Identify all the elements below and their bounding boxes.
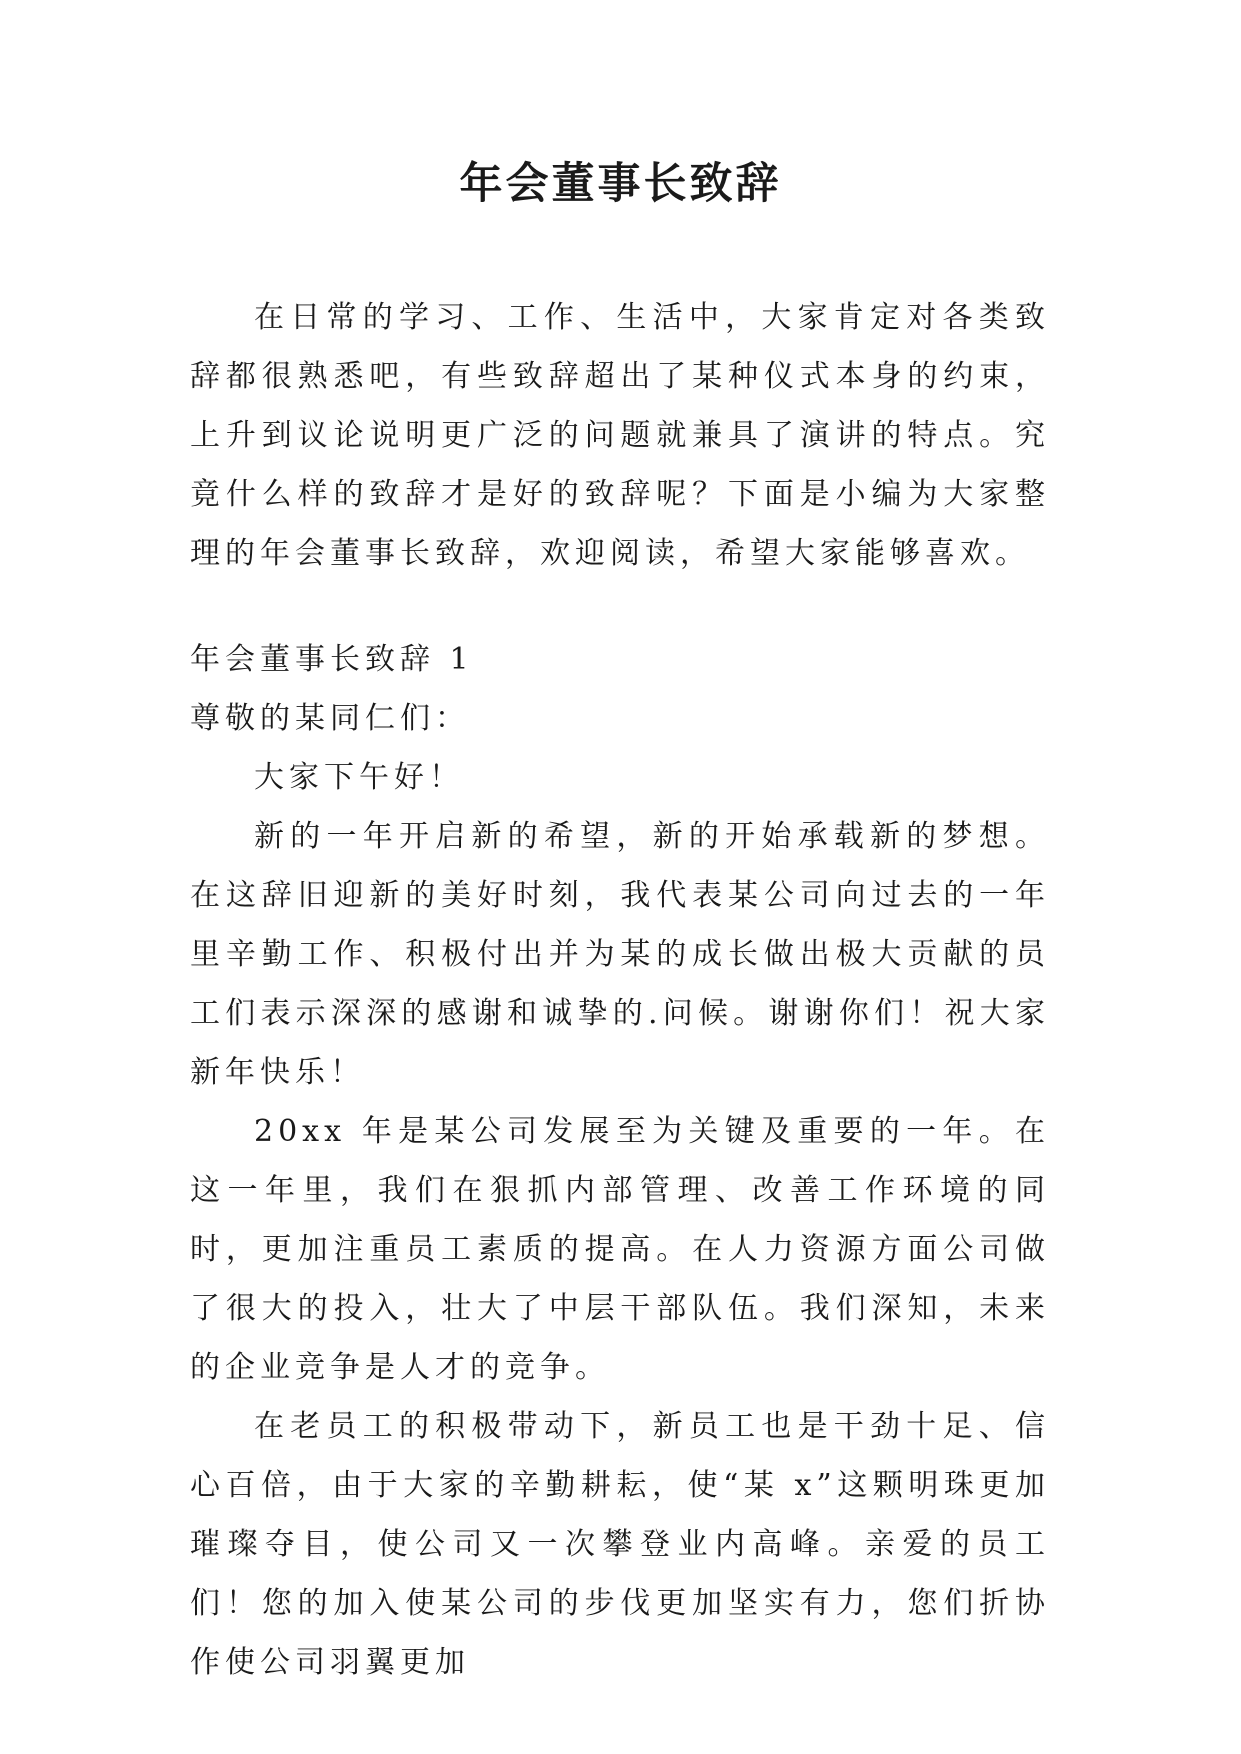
intro-paragraph: 在日常的学习、工作、生活中，大家肯定对各类致辞都很熟悉吧，有些致辞超出了某种仪式本身的约束，上升到议论说明更广泛的问题就兼具了演讲的特点。究竟什么样的致辞才是好的致辞呢？下面是小编为大家整理的年会董事长致辞，欢迎阅读，希望大家能够喜欢。 (190, 300, 1050, 571)
document-title: 年会董事长致辞 (459, 159, 782, 209)
greeting: 大家下午好！ (254, 760, 464, 795)
body-paragraph: 新的一年开启新的希望，新的开始承载新的梦想。在这辞旧迎新的美好时刻，我代表某公司向过去的一年里辛勤工作、积极付出并为某的成长做出极大贡献的员工们表示深深的感谢和诚挚的.问候。谢谢你们！祝大家新年快乐！ (190, 819, 1050, 1090)
salutation: 尊敬的某同仁们： (190, 701, 470, 736)
document-body (190, 288, 1050, 1692)
body-paragraph: 在老员工的积极带动下，新员工也是干劲十足、信心百倍，由于大家的辛勤耕耘，使“某 x”这颗明珠更加璀璨夺目，使公司又一次攀登业内高峰。亲爱的员工们！您的加入使某公司的步伐更加坚实有力，您们折协作使公司羽翼更加 (190, 1409, 1050, 1680)
body-paragraph: 20xx 年是某公司发展至为关键及重要的一年。在这一年里，我们在狠抓内部管理、改善工作环境的同时，更加注重员工素质的提高。在人力资源方面公司做了很大的投入，壮大了中层干部队伍。我们深知，未来的企业竞争是人才的竞争。 (190, 1114, 1050, 1385)
section-heading: 年会董事长致辞 1 (190, 642, 474, 677)
